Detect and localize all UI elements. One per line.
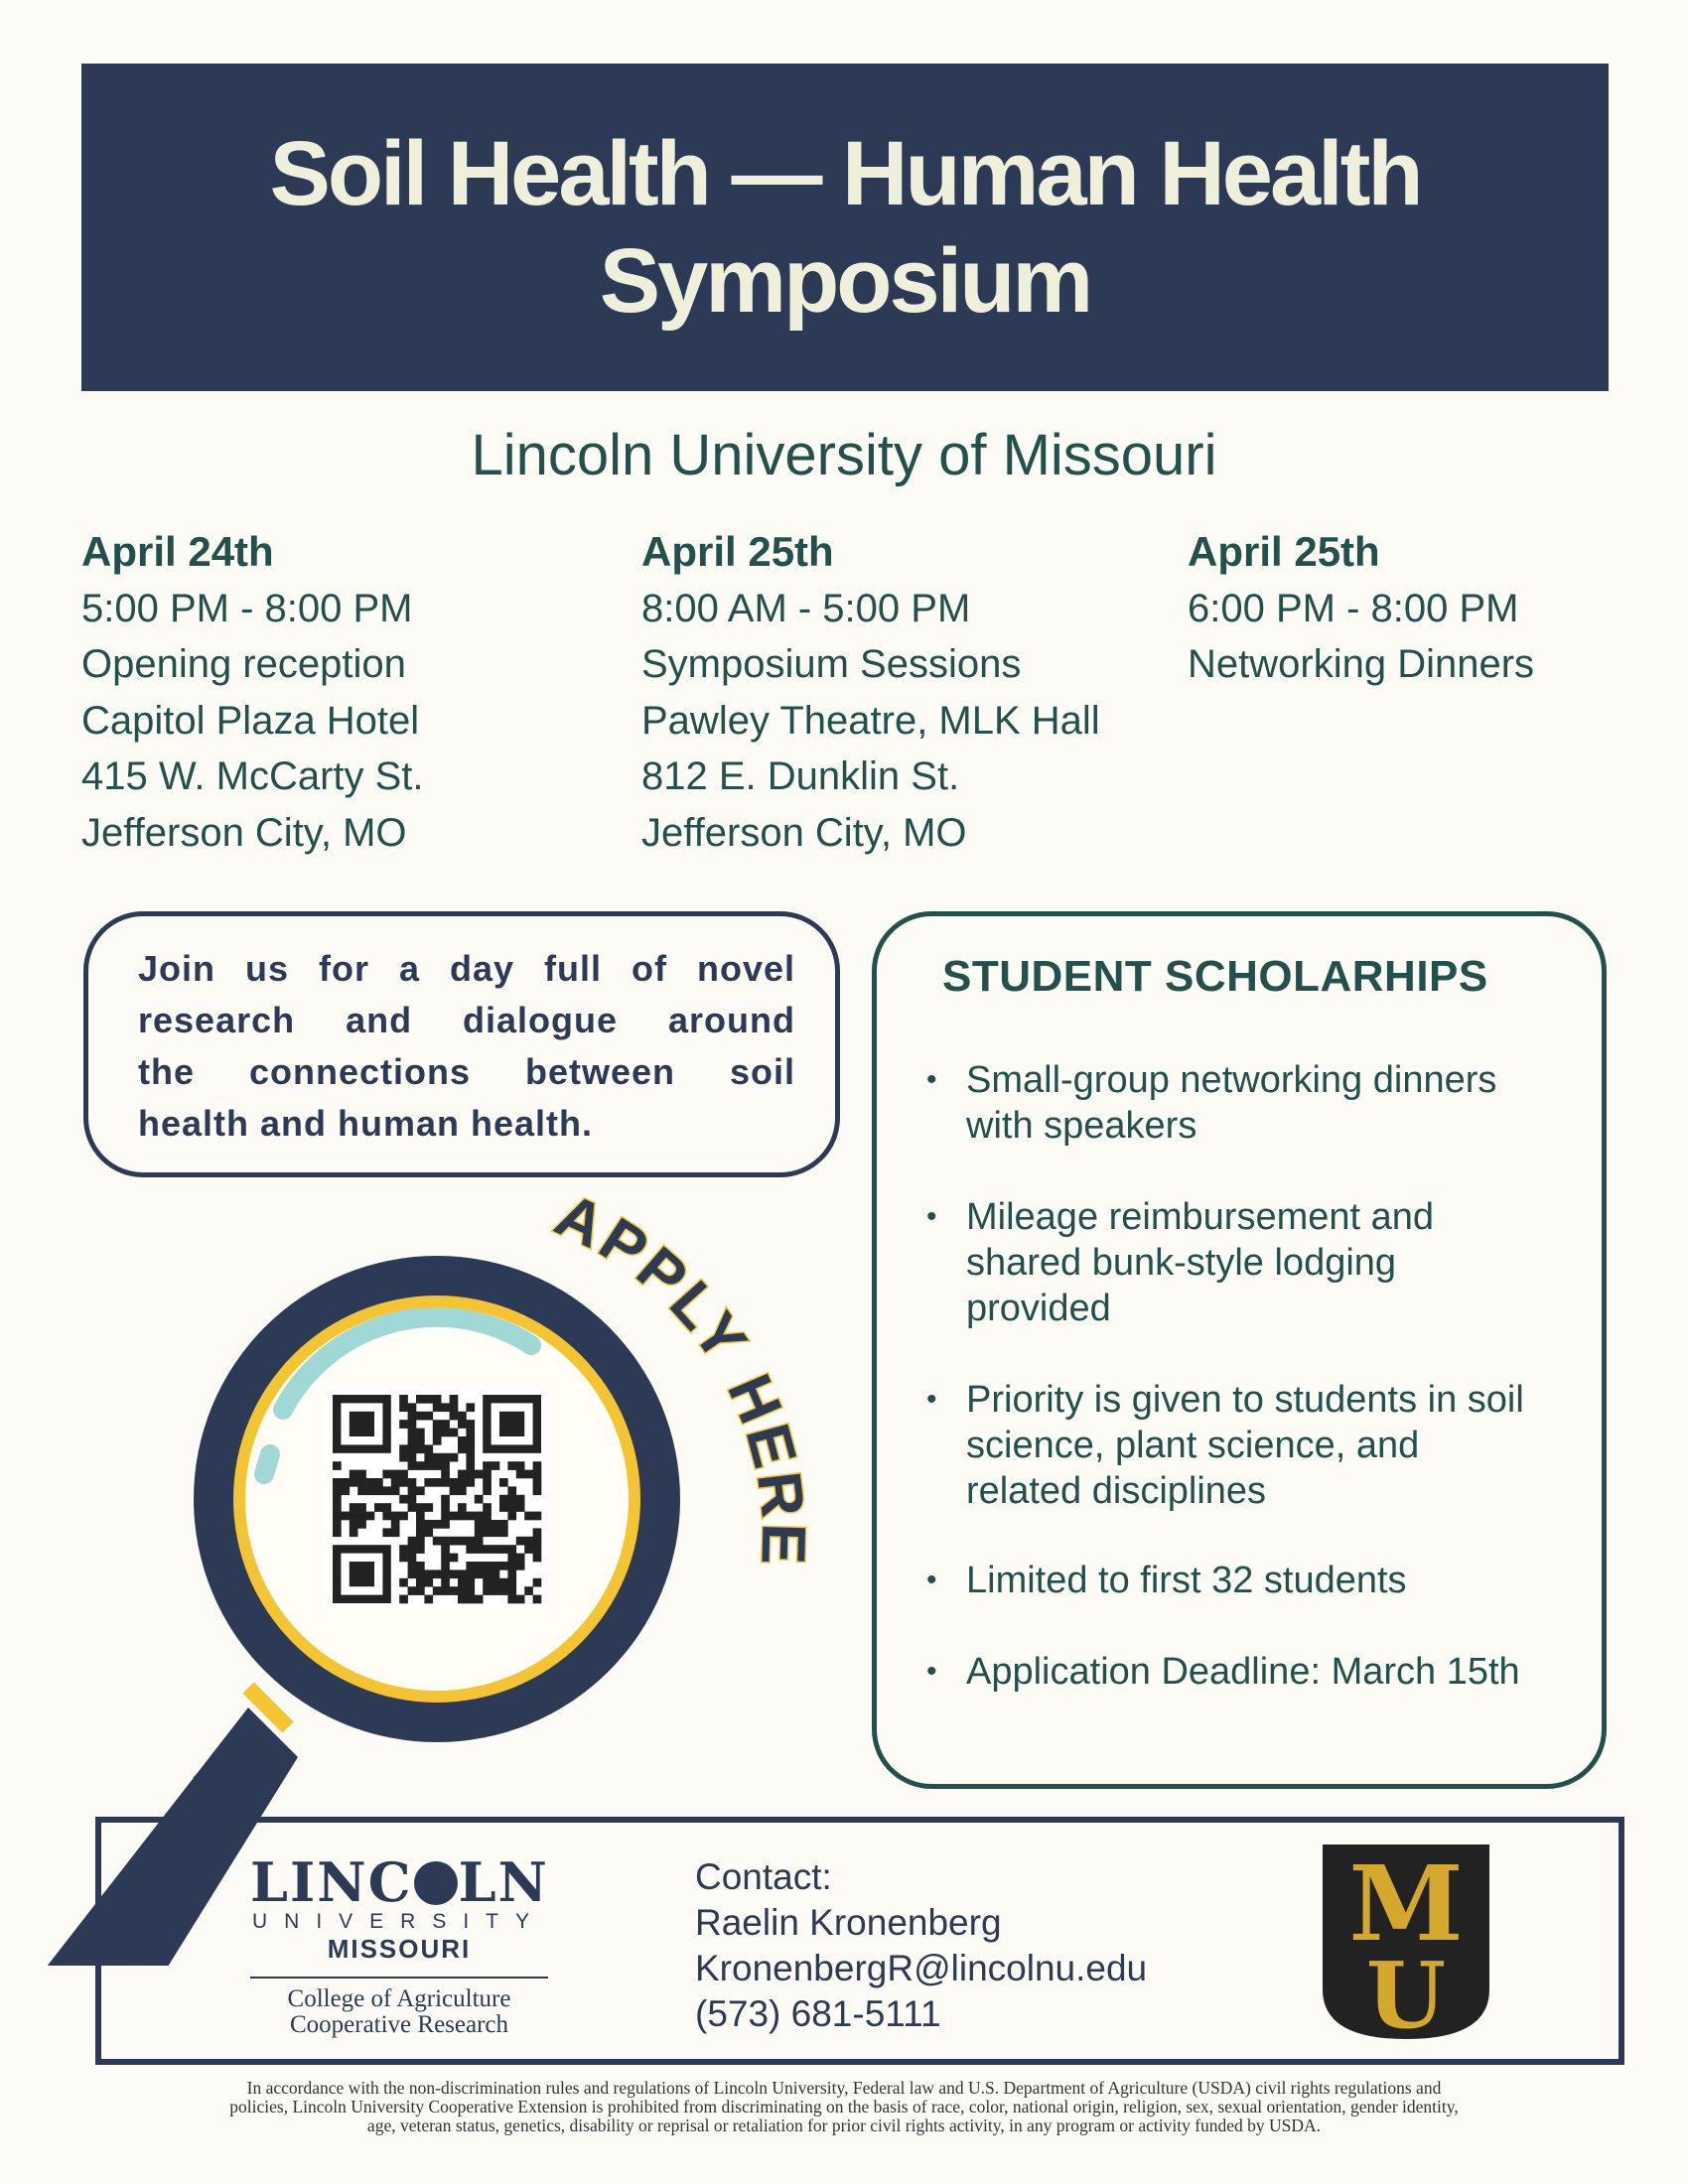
list-item-text: shared bunk-style lodging (966, 1242, 1397, 1284)
join-word: full (544, 948, 603, 989)
contact-phone[interactable]: (573) 681-5111 (695, 1993, 941, 2034)
mizzou-mu-logo (1319, 1841, 1493, 2043)
join-word: between (524, 1051, 676, 1092)
join-word: dialogue (463, 1000, 619, 1040)
title-line-2: Symposium (599, 230, 1091, 332)
bullet: • (926, 1564, 937, 1596)
college-line-1: College of Agriculture (287, 1985, 511, 2012)
list-item (926, 1649, 1602, 1695)
contact-email[interactable]: KronenbergR@lincolnu.edu (695, 1948, 1148, 1988)
list-item (926, 1377, 1602, 1514)
list-item-text: Mileage reimbursement and (966, 1196, 1435, 1238)
schedule-city: Jefferson City, MO (641, 810, 967, 855)
join-word: research (138, 1000, 296, 1040)
join-word: around (667, 1000, 795, 1040)
schedule-date: April 25th (1188, 528, 1380, 575)
join-text-line (138, 1051, 795, 1093)
join-word: a (398, 948, 421, 989)
list-item-text: provided (966, 1288, 1111, 1329)
join-text-line (138, 1000, 795, 1041)
join-word: day (450, 948, 515, 989)
bullet: • (926, 1063, 937, 1096)
college-line-2: Cooperative Research (289, 2011, 509, 2038)
schedule-column-1 (81, 524, 424, 861)
logo-divider (250, 1977, 548, 1979)
contact-heading: Contact: (695, 1856, 832, 1897)
list-item (926, 1057, 1602, 1149)
schedule-date: April 24th (81, 528, 274, 575)
join-word: us (245, 948, 290, 989)
list-item-text: Small-group networking dinners (966, 1059, 1497, 1101)
schedule-venue: Pawley Theatre, MLK Hall (641, 698, 1100, 743)
footer-box (95, 1817, 1624, 2065)
schedule-time: 5:00 PM - 8:00 PM (81, 586, 413, 630)
join-word: the (138, 1051, 195, 1092)
title-line-1: Soil Health — Human Health (269, 123, 1421, 224)
schedule-event: Symposium Sessions (641, 642, 1022, 686)
lens-highlight-dot (264, 1454, 270, 1474)
join-text-line (138, 948, 795, 990)
list-item-text: with speakers (966, 1105, 1197, 1147)
nondiscrimination-disclaimer (139, 2079, 1549, 2135)
schedule-venue: Capitol Plaza Hotel (81, 698, 420, 743)
mu-letter-m: M (1348, 1843, 1464, 1965)
join-us-box (83, 911, 840, 1177)
bullet: • (926, 1655, 937, 1688)
bullet: • (926, 1200, 937, 1233)
bullet: • (926, 1383, 937, 1416)
contact-block (695, 1854, 1147, 2037)
title-banner (81, 64, 1609, 391)
university-name: Lincoln University of Missouri (471, 423, 1217, 487)
lincoln-university-logo (250, 1850, 548, 2038)
join-word: Join (138, 948, 216, 989)
schedule-time: 6:00 PM - 8:00 PM (1188, 586, 1519, 630)
schedule-column-3 (1188, 524, 1534, 693)
qr-code[interactable] (325, 1387, 549, 1611)
schedule-address: 812 E. Dunklin St. (641, 754, 960, 798)
lincoln-university-text: UNIVERSITY (251, 1910, 547, 1933)
join-word: of (632, 948, 667, 989)
list-item (926, 1558, 1602, 1603)
list-item-text: Priority is given to students in soil (966, 1379, 1524, 1421)
join-word: novel (696, 948, 795, 989)
disclaimer-line-2: policies, Lincoln University Cooperative Extension is prohibited from discriminating on the basis of race, color, national origin, religion, sex, sexual orientation, gender identity, (229, 2097, 1459, 2116)
join-word: for (319, 948, 369, 989)
lincoln-missouri-text: MISSOURI (327, 1934, 472, 1964)
schedule-address: 415 W. McCarty St. (81, 754, 424, 798)
student-scholarships-box (872, 911, 1607, 1789)
schedule-date: April 25th (641, 528, 834, 575)
disclaimer-line-3: age, veteran status, genetics, disability or reprisal or retaliation for prior civil rights activity, in any program or activity funded by USDA. (366, 2116, 1322, 2135)
schedule-city: Jefferson City, MO (81, 810, 407, 855)
join-word: soil (729, 1051, 795, 1092)
list-item-text: science, plant science, and (966, 1425, 1420, 1466)
list-item-text: related disciplines (966, 1470, 1267, 1512)
join-word: and (346, 1000, 413, 1040)
tiger-emblem-icon (414, 1861, 458, 1905)
schedule-event: Networking Dinners (1188, 642, 1535, 686)
schedule-time: 8:00 AM - 5:00 PM (641, 586, 971, 630)
list-item-text: Application Deadline: March 15th (966, 1651, 1520, 1693)
schedule-column-2 (641, 524, 1100, 861)
mu-letter-u: U (1365, 1942, 1447, 2043)
join-word: connections (248, 1051, 471, 1092)
contact-name: Raelin Kronenberg (695, 1902, 1002, 1943)
apply-here-label[interactable]: APPLY HERE (545, 1180, 818, 1570)
join-text-line-4: health and human health. (138, 1103, 594, 1144)
disclaimer-line-1: In accordance with the non-discrimination rules and regulations of Lincoln University, Federal law and U.S. Department of Agriculture (USDA) civil rights regulations and (246, 2078, 1442, 2098)
schedule-event: Opening reception (81, 642, 406, 686)
list-item-text: Limited to first 32 students (966, 1560, 1407, 1601)
list-item (926, 1194, 1602, 1331)
scholarships-title: STUDENT SCHOLARHIPS (942, 952, 1488, 1001)
join-text-line (138, 1103, 795, 1145)
lincoln-wordmark: LINC LN (250, 1850, 549, 1914)
